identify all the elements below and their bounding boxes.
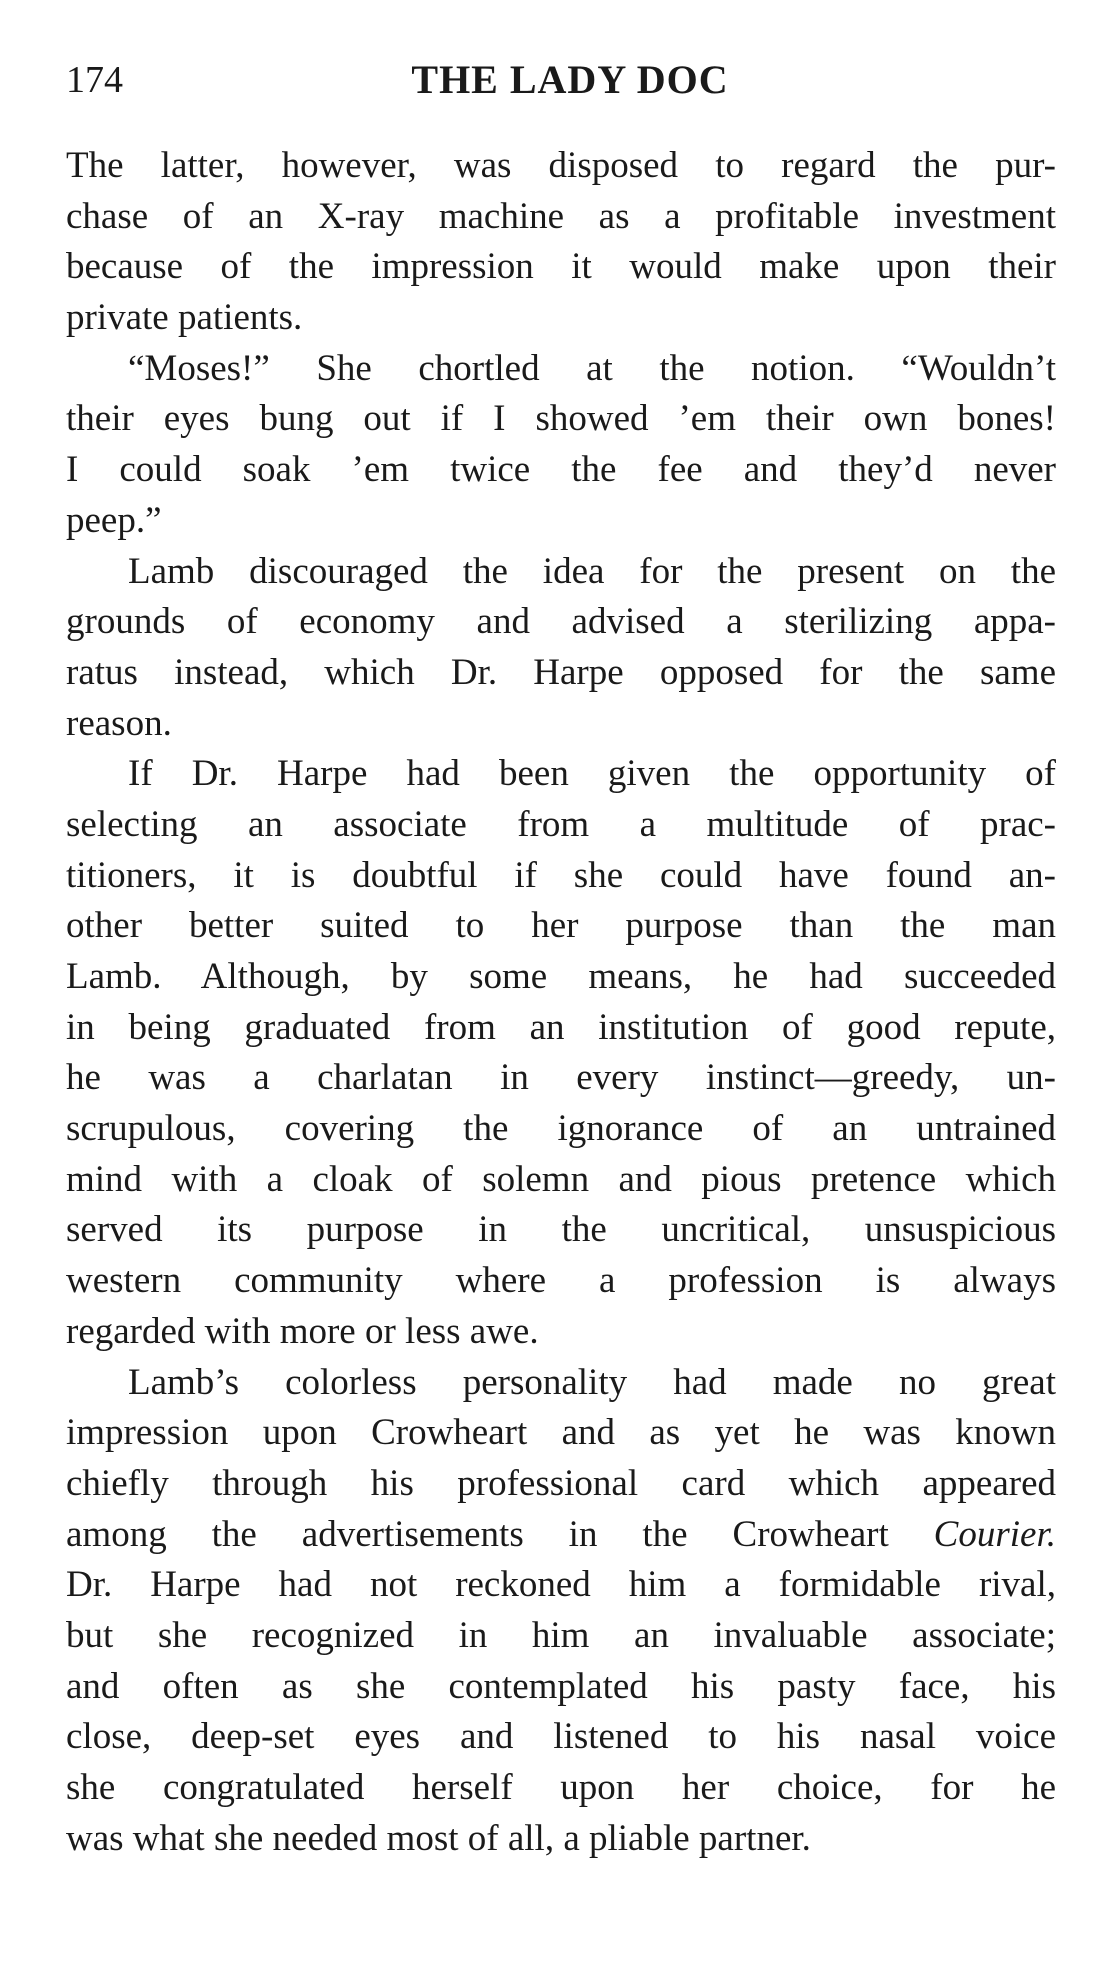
text-line: If Dr. Harpe had been given the opportunity of bbox=[128, 753, 1056, 795]
italic-title: Courier. bbox=[933, 1513, 1056, 1555]
text-segment: among the advertisements in the Crowheart bbox=[66, 1513, 934, 1555]
running-title: THE LADY DOC bbox=[411, 57, 729, 102]
text-line: Lamb. Although, by some means, he had succeeded bbox=[66, 956, 1056, 997]
text-line: peep.” bbox=[66, 499, 162, 541]
text-line: impression upon Crowheart and as yet he was known bbox=[66, 1412, 1056, 1454]
text-line: other better suited to her purpose than the man bbox=[66, 905, 1056, 947]
text-line: regarded with more or less awe. bbox=[66, 1310, 539, 1352]
text-line: scrupulous, covering the ignorance of an untrained bbox=[66, 1108, 1056, 1150]
text-line: he was a charlatan in every instinct—greedy, un- bbox=[66, 1057, 1056, 1099]
body-text bbox=[66, 141, 1056, 1864]
text-line: chase of an X-ray machine as a profitable investment bbox=[66, 195, 1056, 237]
text-line: reason. bbox=[66, 702, 172, 744]
paragraph-5 bbox=[66, 1358, 1056, 1865]
text-line: chiefly through his professional card which appeared bbox=[66, 1462, 1056, 1504]
page-number: 174 bbox=[66, 59, 123, 101]
paragraph-1 bbox=[66, 141, 1056, 344]
text-line: I could soak ’em twice the fee and they’d never bbox=[66, 449, 1056, 491]
text-line: titioners, it is doubtful if she could have found an- bbox=[66, 854, 1056, 896]
text-line: but she recognized in him an invaluable associate; bbox=[66, 1614, 1056, 1656]
running-head bbox=[66, 52, 1056, 108]
text-line: private patients. bbox=[66, 297, 303, 339]
text-line: and often as she contemplated his pasty face, his bbox=[66, 1665, 1056, 1707]
text-line: Lamb’s colorless personality had made no great bbox=[128, 1361, 1056, 1403]
text-line: she congratulated herself upon her choice, for he bbox=[66, 1767, 1056, 1808]
text-line: served its purpose in the uncritical, unsuspicious bbox=[66, 1209, 1056, 1251]
text-line: in being graduated from an institution of good repute, bbox=[66, 1006, 1056, 1048]
paragraph-2 bbox=[66, 344, 1056, 547]
text-line: The latter, however, was disposed to regard the pur- bbox=[66, 145, 1056, 186]
text-line: “Moses!” She chortled at the notion. “Wouldn’t bbox=[128, 347, 1056, 389]
text-line: because of the impression it would make upon their bbox=[66, 246, 1056, 288]
text-line: western community where a profession is always bbox=[66, 1260, 1056, 1302]
text-line: close, deep-set eyes and listened to his nasal voice bbox=[66, 1716, 1056, 1758]
text-line-with-italic bbox=[66, 1510, 1056, 1561]
text-line: ratus instead, which Dr. Harpe opposed for the same bbox=[66, 651, 1056, 693]
text-line: mind with a cloak of solemn and pious pretence which bbox=[66, 1158, 1056, 1200]
text-line: was what she needed most of all, a pliable partner. bbox=[66, 1817, 811, 1859]
text-line: Dr. Harpe had not reckoned him a formidable rival, bbox=[66, 1564, 1056, 1606]
text-line: grounds of economy and advised a sterilizing appa- bbox=[66, 601, 1056, 643]
text-line: selecting an associate from a multitude of prac- bbox=[66, 803, 1056, 845]
paragraph-4 bbox=[66, 749, 1056, 1357]
text-line: their eyes bung out if I showed ’em their own bones! bbox=[66, 398, 1056, 440]
paragraph-3 bbox=[66, 547, 1056, 750]
text-line: Lamb discouraged the idea for the present on the bbox=[128, 550, 1056, 592]
